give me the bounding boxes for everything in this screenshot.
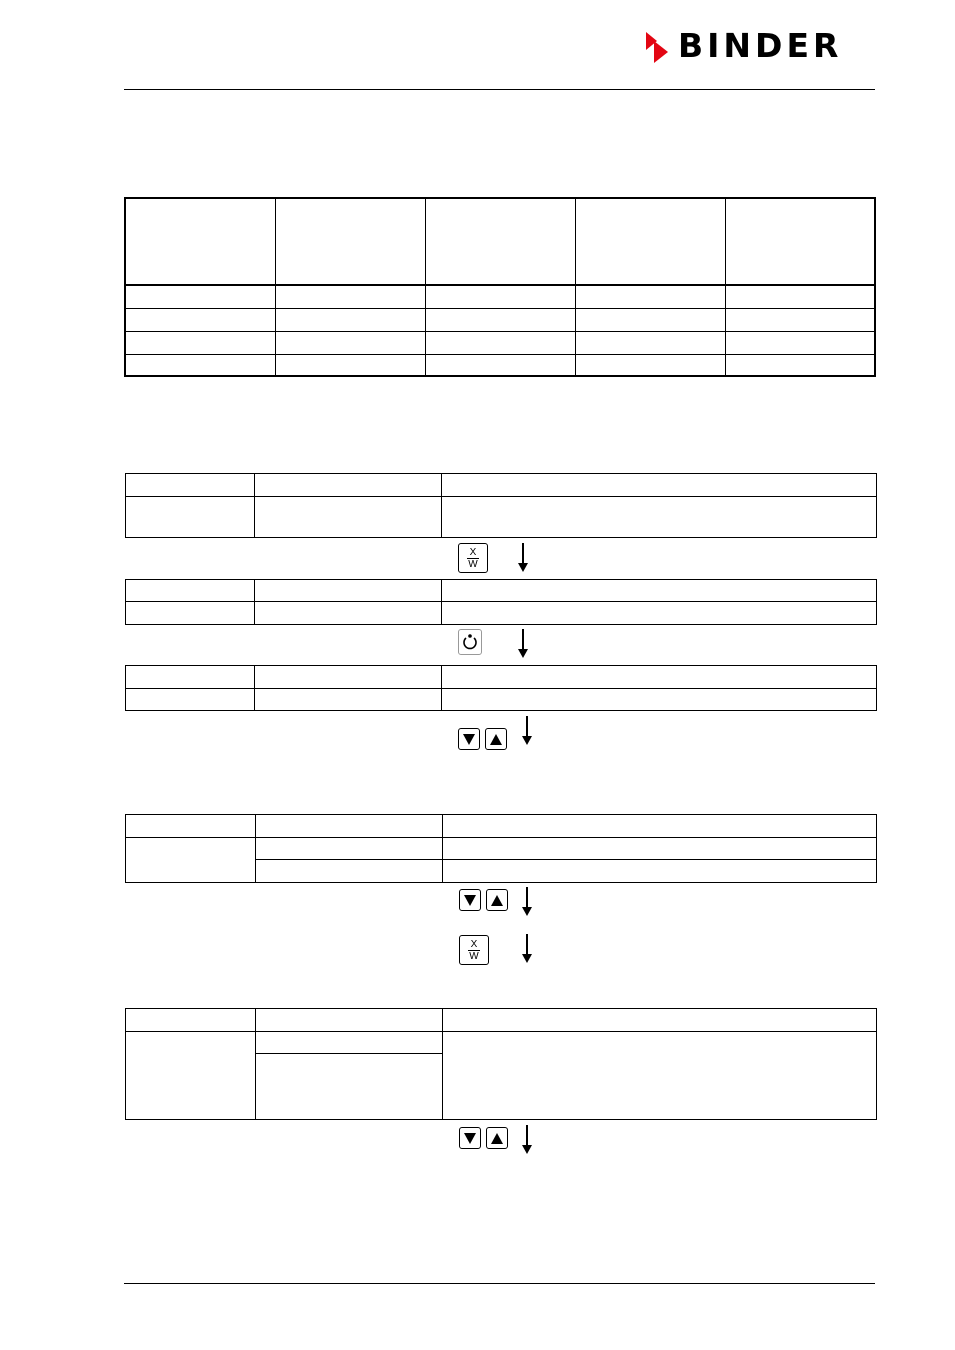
reset-key-icon[interactable] <box>458 629 482 655</box>
down-key-icon[interactable] <box>459 1127 481 1149</box>
xw-key-icon[interactable] <box>458 543 488 573</box>
down-arrow-icon <box>522 1125 532 1154</box>
xw-key-icon[interactable] <box>459 935 489 965</box>
brand-name: BINDER <box>678 26 843 65</box>
up-key-icon[interactable] <box>485 728 507 750</box>
down-arrow-icon <box>522 934 532 963</box>
table-row <box>126 497 877 538</box>
table-row <box>126 1009 877 1032</box>
table-row <box>126 666 877 689</box>
binder-arrow-logo-icon <box>646 30 670 64</box>
table-row <box>126 815 877 838</box>
table-row <box>125 331 875 354</box>
xw-key-top-label: X <box>469 546 477 558</box>
circular-arrow-reset-icon <box>461 633 479 651</box>
table-row <box>126 602 877 625</box>
footer-rule <box>124 1283 875 1284</box>
down-arrow-icon <box>518 629 528 658</box>
table-row <box>125 285 875 308</box>
brand-logo <box>646 26 878 66</box>
table-row <box>126 838 877 860</box>
down-key-icon[interactable] <box>458 728 480 750</box>
table-row <box>126 474 877 497</box>
table-row <box>125 308 875 331</box>
up-key-icon[interactable] <box>486 1127 508 1149</box>
table-row <box>126 689 877 711</box>
table-2 <box>125 473 877 538</box>
xw-key-bottom-label: W <box>469 950 479 962</box>
table-1-header-row <box>125 198 875 285</box>
header-rule <box>124 89 875 90</box>
up-key-icon[interactable] <box>486 889 508 911</box>
down-key-icon[interactable] <box>459 889 481 911</box>
xw-key-bottom-label: W <box>468 558 478 570</box>
table-row <box>126 580 877 602</box>
table-6 <box>125 1008 877 1120</box>
table-4 <box>125 665 877 711</box>
table-1 <box>124 197 876 377</box>
down-arrow-icon <box>522 887 532 916</box>
table-3 <box>125 579 877 625</box>
down-arrow-icon <box>518 543 528 572</box>
down-arrow-icon <box>522 716 532 745</box>
table-row <box>125 354 875 376</box>
table-5 <box>125 814 877 883</box>
xw-key-top-label: X <box>470 938 478 950</box>
table-row <box>126 1032 877 1054</box>
